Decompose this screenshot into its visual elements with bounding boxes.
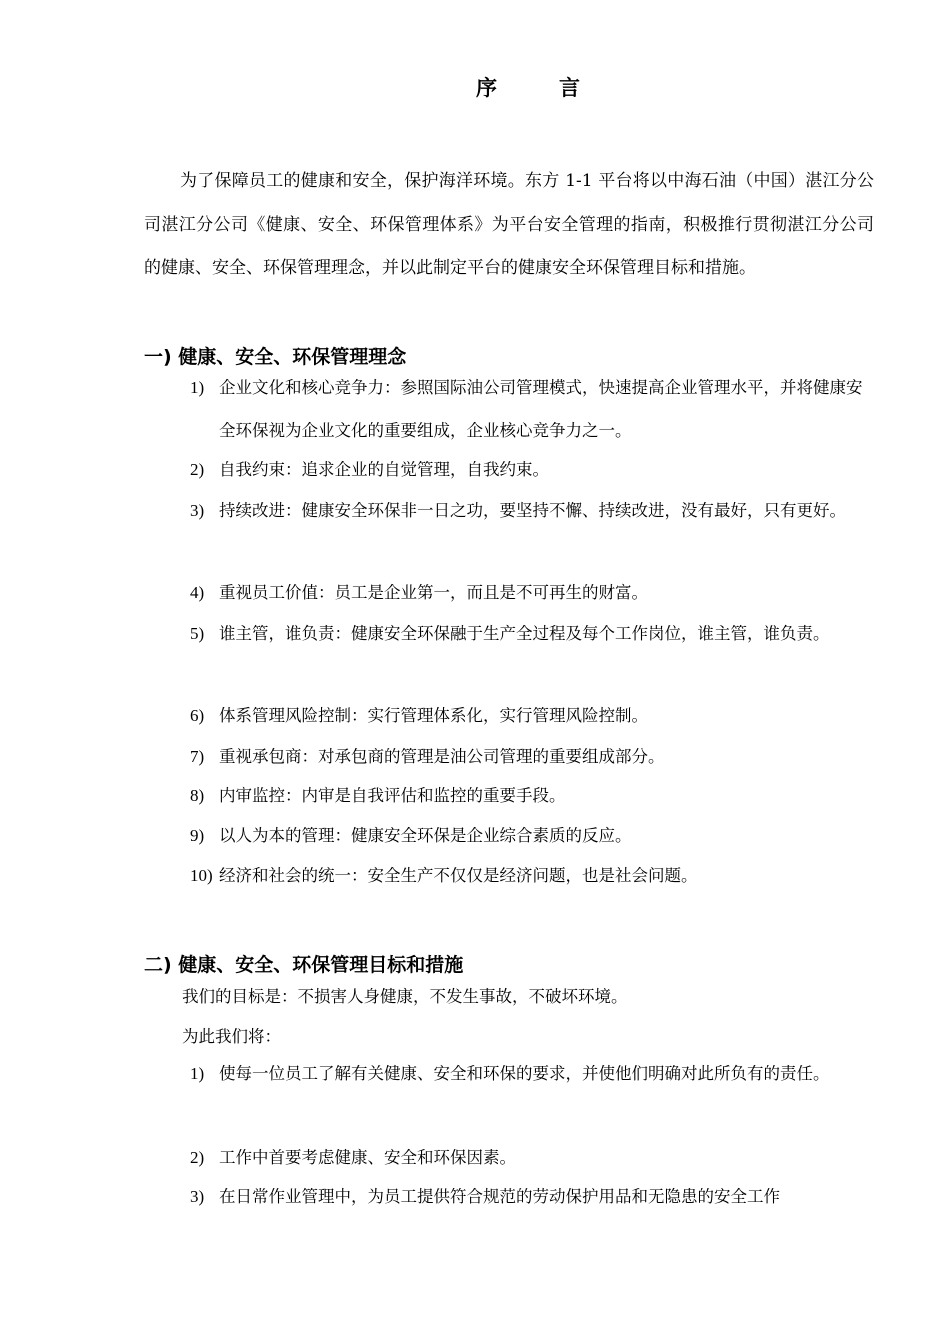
item-number: 2) (190, 1148, 205, 1167)
intro-paragraph: 为了保障员工的健康和安全，保护海洋环境。东方 1-1 平台将以中海石油（中国）湛江分公司湛江分公司《健康、安全、环保管理体系》为平台安全管理的指南，积极推行贯彻湛江分公司的健康、安全、环保管理理念，并以此制定平台的健康安全环保管理目标和措施。 (144, 171, 874, 278)
section1-item-10 (190, 854, 874, 897)
item-number: 6) (190, 706, 205, 725)
item-number: 4) (190, 583, 205, 602)
item-text: 工作中首要考虑健康、安全和环保因素。 (219, 1148, 516, 1167)
section1-item-6 (190, 694, 874, 737)
page-title (0, 72, 950, 102)
section1-item-8 (190, 774, 874, 817)
section1-item-3 (190, 489, 874, 532)
section2-item-1 (190, 1052, 874, 1095)
item-number: 3) (190, 1187, 205, 1206)
item-number: 8) (190, 786, 205, 805)
item-number: 3) (190, 501, 205, 520)
item-number: 1) (190, 378, 205, 397)
item-text: 持续改进：健康安全环保非一日之功，要坚持不懈、持续改进，没有最好，只有更好。 (219, 501, 846, 520)
section2-item-2 (190, 1136, 874, 1179)
section1-item-5 (190, 612, 874, 655)
item-text: 重视员工价值：员工是企业第一，而且是不可再生的财富。 (219, 583, 648, 602)
section1-item-9 (190, 814, 874, 857)
item-text: 使每一位员工了解有关健康、安全和环保的要求，并使他们明确对此所负有的责任。 (219, 1064, 830, 1083)
section2-goal: 我们的目标是：不损害人身健康，不发生事故，不破坏环境。 (182, 987, 628, 1006)
item-text: 体系管理风险控制：实行管理体系化，实行管理风险控制。 (219, 706, 648, 725)
section1-item-2 (190, 448, 874, 491)
item-number: 2) (190, 460, 205, 479)
item-text: 自我约束：追求企业的自觉管理，自我约束。 (219, 460, 549, 479)
section2-lead: 为此我们将： (182, 1027, 281, 1046)
item-text: 企业文化和核心竞争力：参照国际油公司管理模式，快速提高企业管理水平，并将健康安全环保视为企业文化的重要组成，企业核心竞争力之一。 (219, 378, 863, 440)
section1-item-4 (190, 571, 874, 614)
title-char-right: 言 (559, 76, 580, 100)
section2-heading: 二) 健康、安全、环保管理目标和措施 (144, 954, 464, 976)
item-text: 内审监控：内审是自我评估和监控的重要手段。 (219, 786, 566, 805)
section1-item-7 (190, 735, 874, 778)
item-text: 以人为本的管理：健康安全环保是企业综合素质的反应。 (219, 826, 632, 845)
item-text: 谁主管，谁负责：健康安全环保融于生产全过程及每个工作岗位，谁主管，谁负责。 (219, 624, 830, 643)
item-text: 在日常作业管理中，为员工提供符合规范的劳动保护用品和无隐患的安全工作 (219, 1187, 780, 1206)
section1-heading: 一) 健康、安全、环保管理理念 (144, 346, 407, 368)
title-char-left: 序 (476, 76, 497, 100)
section1-item-1 (190, 366, 874, 452)
item-number: 10) (190, 866, 213, 885)
item-text: 经济和社会的统一：安全生产不仅仅是经济问题，也是社会问题。 (219, 866, 698, 885)
item-number: 9) (190, 826, 205, 845)
item-text: 重视承包商：对承包商的管理是油公司管理的重要组成部分。 (219, 747, 665, 766)
item-number: 1) (190, 1064, 205, 1083)
section2-item-3 (190, 1175, 874, 1218)
item-number: 7) (190, 747, 205, 766)
item-number: 5) (190, 624, 205, 643)
